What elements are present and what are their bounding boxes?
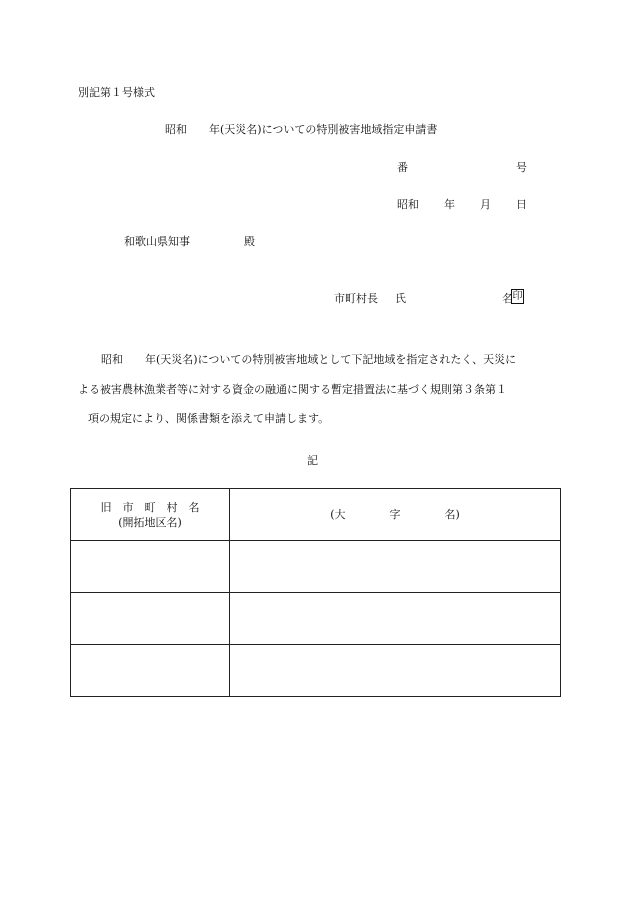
- table-cell-oaza[interactable]: [230, 593, 561, 645]
- header-old-municipality-line2: (開拓地区名): [118, 515, 182, 529]
- header-oaza: (大 字 名): [230, 489, 561, 541]
- table-cell-municipality[interactable]: [71, 645, 230, 697]
- table-header-row: [71, 489, 561, 541]
- applicant-shi-label: 氏: [395, 292, 406, 305]
- body-line-2: よる被害農林漁業者等に対する資金の融通に関する暫定措置法に基づく規則第３条第１: [78, 383, 507, 396]
- table-cell-municipality[interactable]: [71, 593, 230, 645]
- number-ban-label: 番: [397, 161, 408, 174]
- body-line-3: 項の規定により、関係書類を添えて申請します。: [88, 412, 330, 425]
- form-label: 別記第１号様式: [78, 86, 155, 99]
- date-month-label: 月: [480, 198, 491, 211]
- table-cell-oaza[interactable]: [230, 645, 561, 697]
- table-row: [71, 593, 561, 645]
- seal-box: 印: [512, 291, 523, 302]
- header-old-municipality: [71, 489, 230, 541]
- body-line-1: 昭和 年(天災名)についての特別被害地域として下記地域を指定されたく、天災に: [101, 353, 517, 366]
- applicant-title: 市町村長: [334, 292, 378, 305]
- date-day-label: 日: [516, 198, 527, 211]
- table-cell-municipality[interactable]: [71, 541, 230, 593]
- ki-heading: 記: [307, 454, 318, 467]
- date-year-label: 年: [444, 198, 455, 211]
- recipient-honorific: 殿: [244, 235, 255, 248]
- table-row: [71, 541, 561, 593]
- area-table: [70, 488, 561, 697]
- recipient-name: 和歌山県知事: [124, 235, 190, 248]
- document-title: 昭和 年(天災名)についての特別被害地域指定申請書: [165, 123, 438, 136]
- applicant-na-label: 名: [502, 292, 513, 305]
- header-old-municipality-line1: 旧 市 町 村 名: [100, 500, 200, 514]
- number-go-label: 号: [516, 161, 527, 174]
- table-row: [71, 645, 561, 697]
- date-era-label: 昭和: [397, 198, 419, 211]
- table-cell-oaza[interactable]: [230, 541, 561, 593]
